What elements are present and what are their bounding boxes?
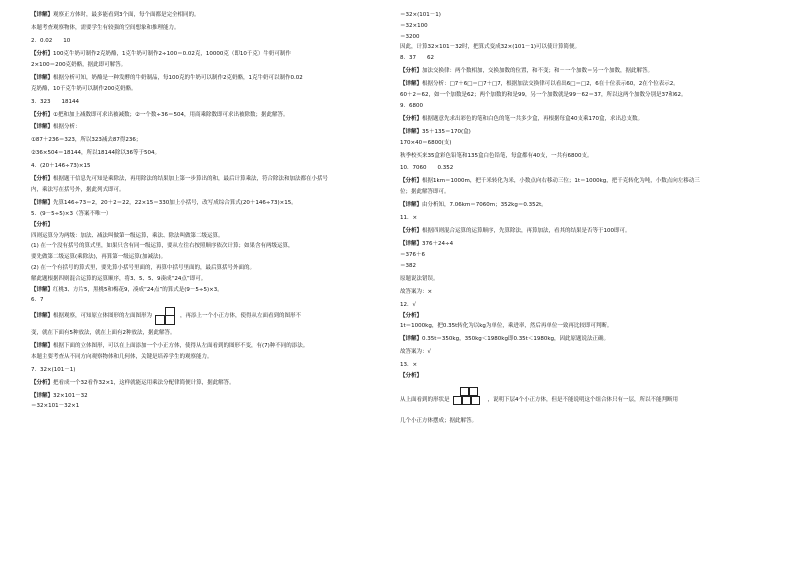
text-line: ＝376＋6 <box>400 252 425 258</box>
section-tag: 【详解】 <box>31 342 54 349</box>
text-line: 【详解】由分析知，7.06km＝7060m；352kg＝0.352t。 <box>400 202 547 209</box>
text-line: 位；据此解答即可。 <box>400 189 450 196</box>
text-line: (2) 在一个有括号的算式里，要先算小括号里面的，再算中括号里面的，最后算括号外面的。 <box>31 264 256 271</box>
section-tag: 【详解】 <box>400 202 423 209</box>
text-line: 因此，计算32×101－32时，把算式变成32×(101－1)可以使计算简便。 <box>400 44 581 51</box>
text-line: 【详解】根据分析可知，奶酪是一种发酵的牛奶制品，每100克的牛奶可以制作2克奶酪，1克牛奶可以制作0.02 <box>31 74 303 81</box>
text-line: 【详解】观察正方体时，最多能看到3个面，每个面都是完全相同的。 <box>31 12 200 18</box>
text-line: ＝382 <box>400 262 416 269</box>
section-tag: 【详解】 <box>400 81 423 88</box>
text-line: 【详解】32×101－32 <box>31 392 88 399</box>
section-tag: 【分析】 <box>400 178 423 185</box>
question-answer: 5．(9－5÷5)×3（答案不唯一） <box>31 211 112 217</box>
text-line: 【详解】0.35t＝350kg，350kg＜1980kg即0.35t＜1980kg，因此原题说法正确。 <box>400 336 610 343</box>
right-column <box>400 10 772 427</box>
section-tag: 【分析】 <box>31 379 54 386</box>
section-tag: 【详解】 <box>31 124 54 131</box>
text-line: 【分析】加法交换律：两个数相加，交换加数的位置，和不变；和－一个加数＝另一个加数，据此解答。 <box>400 68 654 75</box>
text-line: 【分析】根据题干信息先可知是乘除法，再用除法的结果加上第一步算出的和，最后计算乘法，符合除法和加法都在小括号 <box>31 176 329 183</box>
text-line: 【分析】100克牛奶可制作2克奶酪，1克牛奶可制作2÷100＝0.02克，10000克（即10千克）牛奶可制作 <box>31 50 291 57</box>
text-line: 1t＝1000kg，把0.35t转化为以kg为单位，乘进率，然后再单位一致再比较即可判断。 <box>400 323 613 330</box>
text-line: 四则运算分为两级：加法、减法叫做第一级运算，乘法、除法叫做第二级运算。 <box>31 232 224 239</box>
text-line: 几个小正方体摆成；据此解答。 <box>400 418 478 425</box>
left-view-shape-figure <box>155 307 177 325</box>
text-line: 内，乘法写在括号外，据此列式即可。 <box>31 187 125 194</box>
text-line: 变，就在下面有5种放法，就在上面有2种放法，据此解答。 <box>31 329 176 336</box>
section-tag: 【详解】 <box>31 286 54 293</box>
text-line: 从上面看到的形状是 ，说明下层4个小正方体，但是不能说明这个组合体只有一层，所以不能判断用 <box>400 384 772 416</box>
question-answer: 12．√ <box>400 301 417 308</box>
section-tag: 【分析】 <box>31 111 54 118</box>
text-line: 本题考查观察物体，需要学生有较强的空间想象和推理能力。 <box>31 24 180 31</box>
question-answer: 3．323 18144 <box>31 98 79 105</box>
text-line: 【详解】先算146÷73＝2，20＋2＝22，22×15＝330加上小括号，改写成综合算式(20＋146÷73)×15。 <box>31 200 297 207</box>
text-line: 故答案为：× <box>400 288 433 295</box>
text-line: ＝32×(101－1) <box>400 12 441 18</box>
text-line: 故答案为：√ <box>400 349 432 356</box>
section-tag: 【分析】 <box>400 373 423 380</box>
left-column <box>31 10 395 412</box>
text-line: ＝32×100 <box>400 22 428 29</box>
top-view-shape-figure <box>453 387 485 413</box>
section-tag: 【详解】 <box>31 200 54 207</box>
question-answer: 13．× <box>400 362 418 369</box>
section-tag: 【分析】 <box>400 115 423 122</box>
section-tag: 【分析】 <box>31 176 54 183</box>
text-line: ②36×504＝18144，所以18144除以36等于504。 <box>31 150 161 157</box>
text-line: 本题主要考查从不同方向观察物体和几何体，关键是培养学生的观察能力。 <box>31 353 213 360</box>
section-tag: 【详解】 <box>400 128 423 135</box>
text-line: 【详解】376＋24÷4 <box>400 241 454 248</box>
text-line: 【分析】根据题意先求出彩色的笔和白色的笔一共多少盒，再根据每盒40支乘170盒，求出总支数。 <box>400 115 644 122</box>
text-line: 【分析】根据四则混合运算的运算顺序，先算除法，再算加法，看其的结果是否等于100即可。 <box>400 228 631 235</box>
section-tag: 【详解】 <box>31 392 54 399</box>
section-tag: 【详解】 <box>31 12 54 18</box>
question-answer: 2．0.02 10 <box>31 37 71 44</box>
question-answer: 11．× <box>400 215 418 222</box>
text-line: 原题说法错误。 <box>400 275 439 282</box>
text-line: 60＋2＝62，如一个加数是62；两个加数的和是99，另一个加数就是99－62＝37，所以这两个加数分别是37和62。 <box>400 91 687 98</box>
section-tag: 【详解】 <box>400 336 423 343</box>
text-line: 【分析】①把和加上减数即可求出被减数；②一个数÷36＝504，用商乘除数即可求出被除数；据此解答。 <box>31 111 289 118</box>
text-line: ＝3200 <box>400 33 420 40</box>
text-line: 2×100＝200克奶酪，据此即可解答。 <box>31 61 127 68</box>
question-answer: 6．7 <box>31 297 44 304</box>
text-line: 【详解】根据分析： <box>31 124 81 131</box>
text-line: 解此题根据四则混合运算的运算顺序，将3、5、5、9凑成“24点”即可。 <box>31 275 207 282</box>
text-line: 【详解】35＋135＝170(盒) <box>400 128 471 135</box>
section-tag: 【详解】 <box>31 313 54 320</box>
text-line: 【详解】红桃3、方片5，黑桃5和梅花9，凑成“24点”的算式是(9－5÷5)×3。 <box>31 286 223 293</box>
text-line: 170×40＝6800(支) <box>400 139 452 146</box>
text-line: 【详解】根据分析：□7＋6□＝□7＋□7，根据加法交换律可以看出6□＝□2，6在十位表示60，2在个位表示2。 <box>400 81 679 88</box>
question-answer: 10．7060 0.352 <box>400 165 454 172</box>
text-line: 【分析】根据1km＝1000m，把千米转化为米，小数点向右移动三位；1t＝1000kg，把千克转化为吨，小数点向左移动三 <box>400 178 700 185</box>
section-tag: 【分析】 <box>31 221 54 228</box>
question-answer: 9．6800 <box>400 102 423 109</box>
question-answer: 4．(20＋146÷73)×15 <box>31 163 91 170</box>
text-line: (1) 在一个没有括号的算式里，如果只含有同一级运算，要从左往右按照顺序依次计算；如果含有两级运算， <box>31 243 294 250</box>
question-answer: 8．37 62 <box>400 55 434 62</box>
text-line: 【详解】根据观察，可知原立体图形的左面图形为 ，再添上一个小正方体，使得从左面看到的图形不 <box>31 306 395 328</box>
section-tag: 【分析】 <box>400 228 423 235</box>
section-tag: 【分析】 <box>31 50 54 57</box>
text-line: 秋季校买来35盒彩色铅笔和135盒白色铅笔，每盒都有40支，一共有6800支。 <box>400 152 593 159</box>
text-line: 【分析】把看成一个32看作32×1，这样就能运用乘法分配律简便计算，据此解答。 <box>31 379 235 386</box>
question-answer: 7．32×(101－1) <box>31 366 76 373</box>
section-tag: 【分析】 <box>400 312 423 319</box>
section-tag: 【分析】 <box>400 68 423 75</box>
text-line: ＝32×101－32×1 <box>31 403 80 410</box>
section-tag: 【详解】 <box>400 241 423 248</box>
text-line: 【详解】根据下面的立体图形，可以在上面添加一个小正方体，使得从左面看到的图形不变，有(7)种不同的添法。 <box>31 342 309 349</box>
text-line: ①87＋236＝323，所以323减去87得236； <box>31 137 142 144</box>
section-tag: 【详解】 <box>31 74 54 81</box>
text-line: 克奶酪，10千克牛奶可以制作200克奶酪。 <box>31 85 137 92</box>
text-line: 要先做第二级运算(乘除法)，再算第一级运算(加减法)。 <box>31 254 167 261</box>
